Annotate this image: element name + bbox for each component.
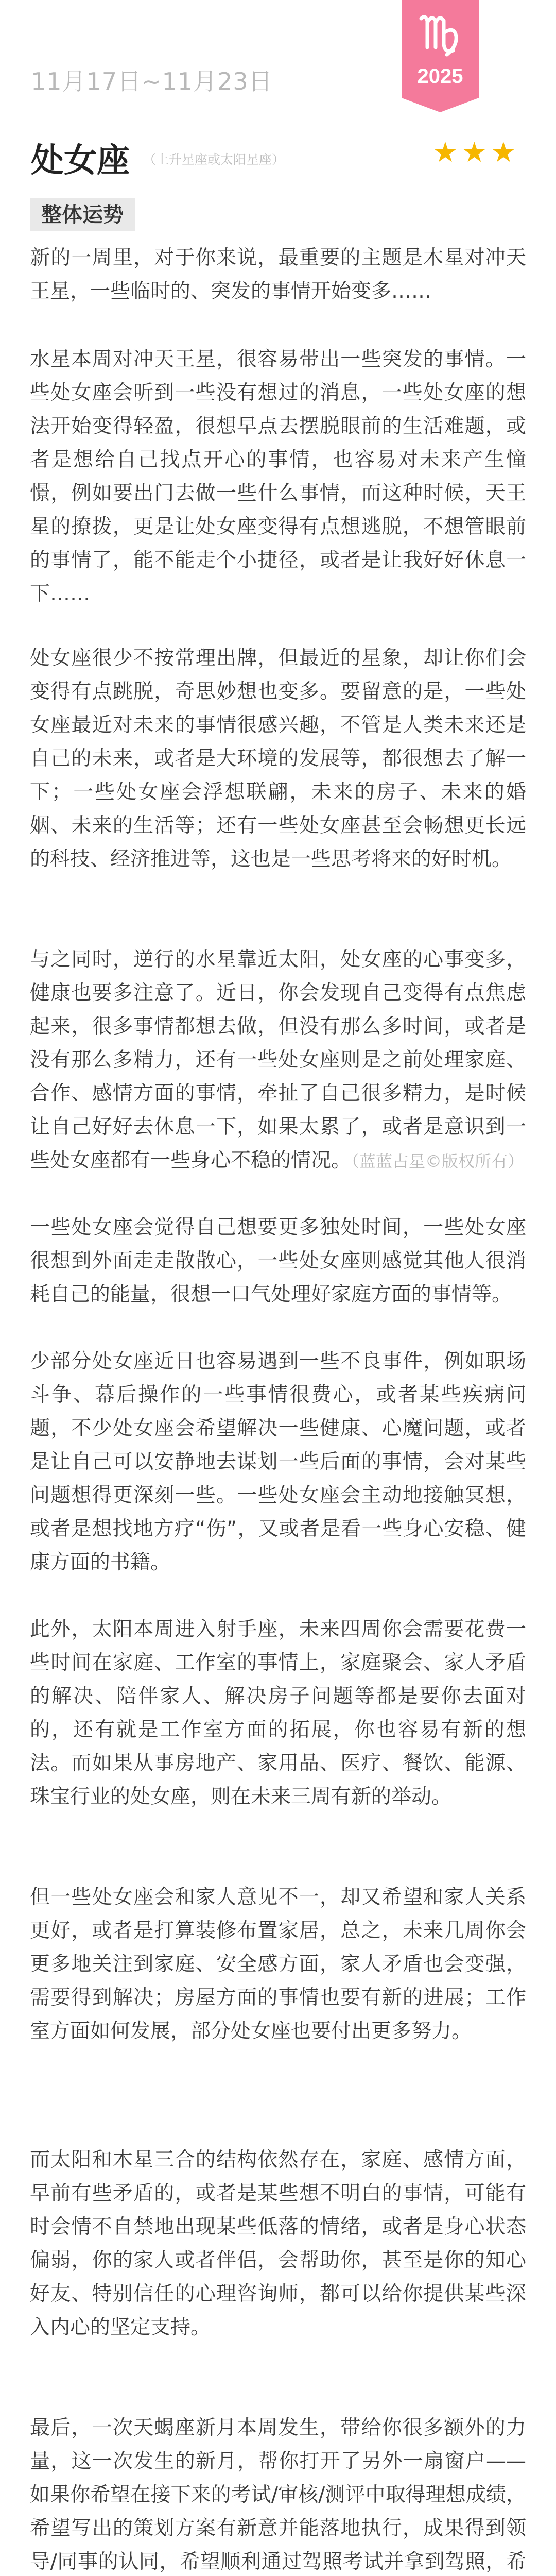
overall-paragraph: 此外，太阳本周进入射手座，未来四周你会需要花费一些时间在家庭、工作室的事情上，家庭聚会、家人矛盾的解决、陪伴家人、解决房子问题等都是要你去面对的，还有就是工作室方面的拓展，你也容易有新的想法。而如果从事房地产、家用品、医疗、餐饮、能源、珠宝行业的处女座，则在未来三周有新的举动。 [30, 1618, 526, 1808]
virgo-year-badge [402, 0, 479, 112]
overall-p8-wrap [30, 2143, 526, 2344]
overall-p1-wrap [30, 343, 526, 611]
overall-paragraph: 一些处女座会觉得自己想要更多独处时间，一些处女座很想到外面走走散散心，一些处女座则感觉其他人很消耗自己的能量，很想一口气处理好家庭方面的事情等。 [30, 1216, 526, 1306]
badge-year: 2025 [417, 65, 463, 88]
overall-p9-wrap [30, 2411, 526, 2576]
date-range: 11月17日~11月23日 [31, 67, 273, 95]
overall-paragraph: 新的一周里，对于你来说，最重要的主题是木星对冲天王星，一些临时的、突发的事情开始变多…… [30, 246, 526, 303]
overall-p4-wrap [30, 1211, 526, 1311]
header [0, 0, 556, 129]
overall-p3-wrap [30, 943, 526, 1178]
copyright-credit: （蓝蓝占星©版权所有） [351, 1151, 525, 1171]
sign-title-row [31, 134, 525, 180]
overall-p7-wrap [30, 1880, 526, 2048]
overall-paragraph: 处女座很少不按常理出牌，但最近的星象，却让你们会变得有点跳脱，奇思妙想也变多。要留意的是，一些处女座最近对未来的事情很感兴趣，不管是人类未来还是自己的未来，或者是大环境的发展等，都很想去了解一下；一些处女座会浮想联翩，未来的房子、未来的婚姻、未来的生活等；还有一些处女座甚至会畅想更长远的科技、经济推进等，这也是一些思考将来的好时机。 [30, 647, 526, 871]
virgo-badge-shape [402, 0, 479, 112]
overall-paragraph: 最后，一次天蝎座新月本周发生，带给你很多额外的力量，这一次发生的新月，帮你打开了另外一扇窗户——如果你希望在接下来的考试/审核/测评中取得理想成绩，希望写出的策划方案有新意并能落地执行，成果得到领导/同事的认同，希望顺利通过驾照考试并拿到驾照，希 [30, 2416, 526, 2573]
sign-name: 处女座 [31, 142, 130, 180]
overall-section [30, 198, 526, 231]
overall-paragraph: 而太阳和木星三合的结构依然存在，家庭、感情方面，早前有些矛盾的，或者是某些想不明白的事情，可能有时会情不自禁地出现某些低落的情绪，或者是身心状态偏弱，你的家人或者伴侣，会帮助你，甚至是你的知心好友、特别信任的心理咨询师，都可以给你提供某些深入内心的坚定支持。 [30, 2148, 526, 2339]
overall-p0-wrap [30, 241, 526, 308]
overall-paragraph: 水星本周对冲天王星，很容易带出一些突发的事情。一些处女座会听到一些没有想过的消息，一些处女座的想法开始变得轻盈，很想早点去摆脱眼前的生活难题，或者是想给自己找点开心的事情，也容易对未来产生憧憬，例如要出门去做一些什么事情，而这种时候，天王星的撩拨，更是让处女座变得有点想逃脱，不想管眼前的事情了，能不能走个小捷径，或者是让我好好休息一下…… [30, 348, 526, 605]
overall-paragraph-text: 与之同时，逆行的水星靠近太阳，处女座的心事变多，健康也要多注意了。近日，你会发现自己变得有点焦虑起来，很多事情都想去做，但没有那么多时间，或者是没有那么多精力，还有一些处女座则是之前处理家庭、合作、感情方面的事情，牵扯了自己很多精力，是时候让自己好好去休息一下，如果太累了，或者是意识到一些处女座都有一些身心不稳的情况。 [30, 948, 526, 1172]
overall-paragraph [30, 943, 526, 1178]
overall-paragraph: 但一些处女座会和家人意见不一，却又希望和家人关系更好，或者是打算装修布置家居，总之，未来几周你会更多地关注到家庭、安全感方面，家人矛盾也会变强，需要得到解决；房屋方面的事情也要有新的进展；工作室方面如何发展，部分处女座也要付出更多努力。 [30, 1886, 526, 2043]
overall-p5-wrap [30, 1345, 526, 1579]
rating-stars: ★★★ [432, 136, 520, 168]
sign-note: （上升星座或太阳星座） [143, 152, 285, 167]
overall-paragraph: 少部分处女座近日也容易遇到一些不良事件，例如职场斗争、幕后操作的一些事情很费心，或者某些疾病问题，不少处女座会希望解决一些健康、心魔问题，或者是让自己可以安静地去谋划一些后面的事情，会对某些问题想得更深刻一些。一些处女座会主动地接触冥想，或者是想找地方疗“伤”，又或者是看一些身心安稳、健康方面的书籍。 [30, 1350, 526, 1574]
overall-p6-wrap [30, 1613, 526, 1814]
overall-tag: 整体运势 [30, 198, 135, 231]
overall-p2-wrap [30, 641, 526, 876]
